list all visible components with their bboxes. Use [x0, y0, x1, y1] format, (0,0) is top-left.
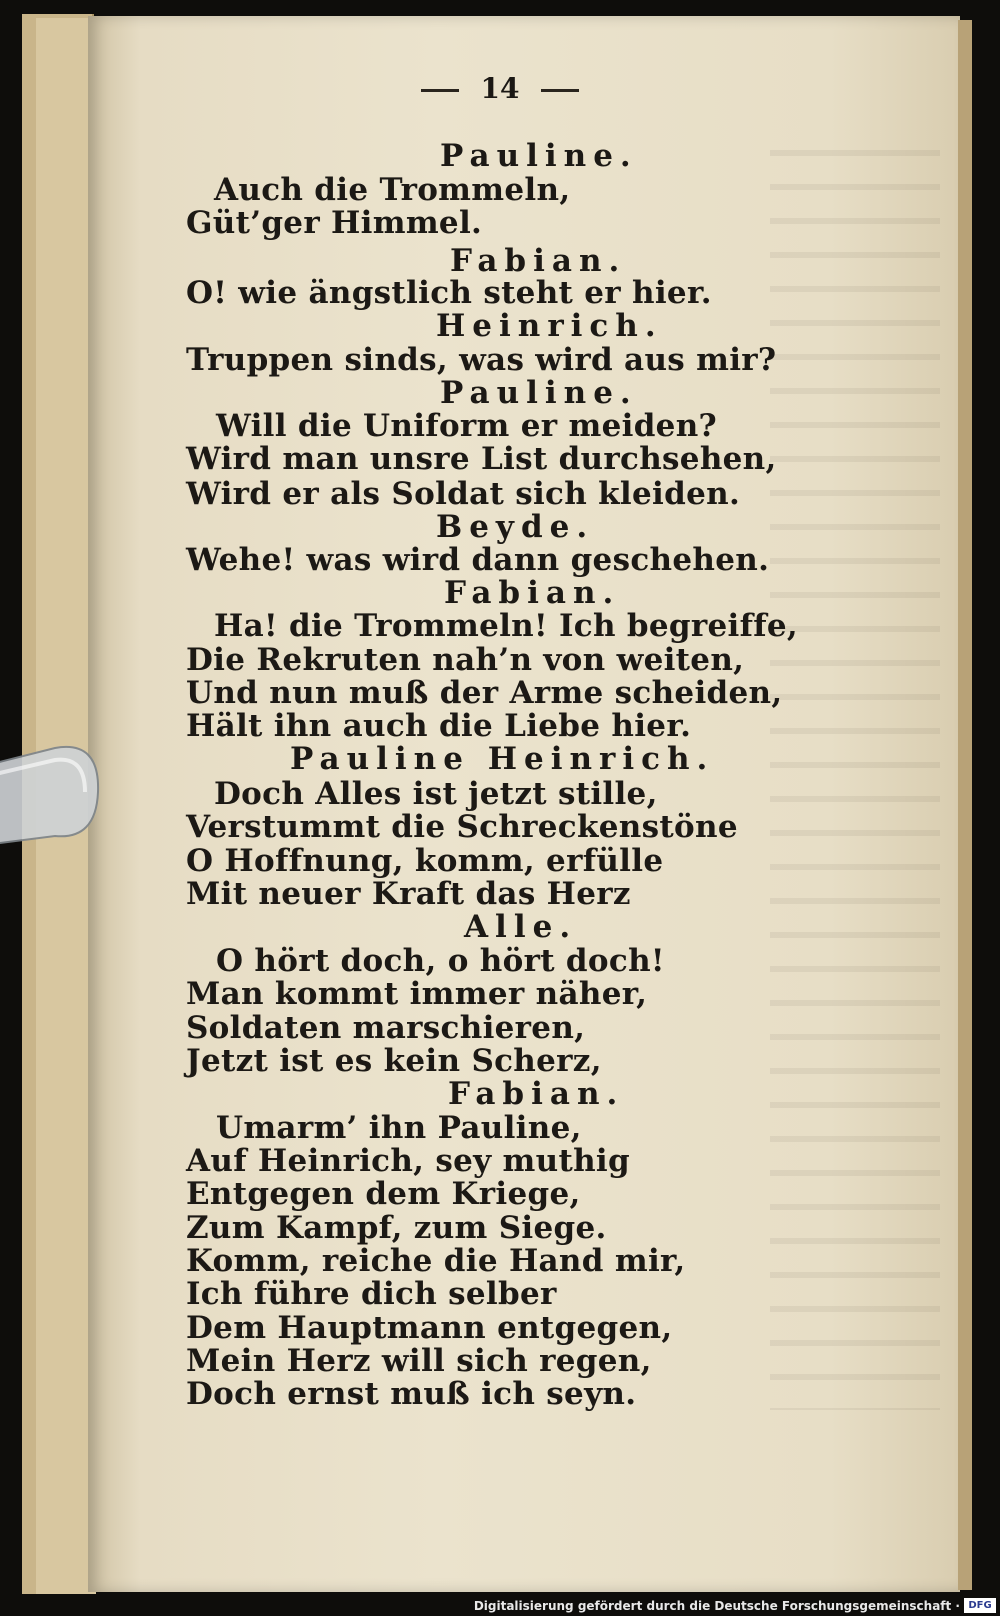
verse-line: Güt’ger Himmel.	[186, 205, 483, 241]
verse-line: Man kommt immer näher,	[186, 976, 648, 1012]
verse-line: Hält ihn auch die Liebe hier.	[186, 708, 692, 744]
page-right-edge	[958, 20, 972, 1590]
verse-line: Entgegen dem Kriege,	[186, 1176, 581, 1212]
speaker-name: Fabian.	[444, 575, 621, 611]
verse-line: Doch Alles ist jetzt stille,	[214, 776, 658, 812]
verse-line: Will die Uniform er meiden?	[216, 408, 717, 444]
verse-line: Dem Hauptmann entgegen,	[186, 1310, 673, 1346]
verse-line: Wehe! was wird dann geschehen.	[186, 542, 770, 578]
verse-line: Ha! die Trommeln! Ich begreiffe,	[214, 608, 799, 644]
verse-line: Jetzt ist es kein Scherz,	[186, 1043, 602, 1079]
verse-line: Verstummt die Schreckenstöne	[186, 809, 738, 845]
verse-line: Und nun muß der Arme scheiden,	[186, 675, 783, 711]
verse-line: Auf Heinrich, sey muthig	[186, 1143, 630, 1179]
verse-line: Komm, reiche die Hand mir,	[186, 1243, 686, 1279]
speaker-name: Pauline Heinrich.	[290, 741, 715, 777]
verse-line: Mit neuer Kraft das Herz	[186, 876, 631, 912]
header-dash-right	[541, 89, 579, 92]
verse-line: O hört doch, o hört doch!	[216, 943, 665, 979]
verse-line: Die Rekruten nah’n von weiten,	[186, 642, 745, 678]
footer-credit: Digitalisierung gefördert durch die Deutsche Forschungsgemeinschaft ·	[473, 1599, 960, 1613]
dfg-logo: DFG	[964, 1598, 996, 1613]
verse-line: Soldaten marschieren,	[186, 1010, 586, 1046]
verse-line: Zum Kampf, zum Siege.	[186, 1210, 607, 1246]
page-header	[0, 72, 1000, 105]
header-dash-left	[421, 89, 459, 92]
verse-line: Mein Herz will sich regen,	[186, 1343, 652, 1379]
speaker-name: Beyde.	[436, 509, 595, 545]
verse-line: O Hoffnung, komm, erfülle	[186, 843, 664, 879]
page-number: 14	[480, 72, 520, 105]
verse-line: Wird er als Soldat sich kleiden.	[186, 476, 741, 512]
verse-line: Truppen sinds, was wird aus mir?	[186, 342, 777, 378]
verse-line: Wird man unsre List durchsehen,	[186, 441, 777, 477]
footer-bar	[0, 1594, 1000, 1616]
speaker-name: Alle.	[464, 909, 578, 945]
verse-line: Doch ernst muß ich seyn.	[186, 1376, 637, 1412]
page-clip-icon	[0, 740, 140, 860]
speaker-name: Pauline.	[440, 375, 638, 411]
verse-line: Umarm’ ihn Pauline,	[216, 1110, 582, 1146]
speaker-name: Heinrich.	[436, 308, 663, 344]
bleed-through	[770, 150, 940, 1410]
verse-line: Ich führe dich selber	[186, 1276, 557, 1312]
speaker-name: Pauline.	[440, 138, 638, 174]
speaker-name: Fabian.	[448, 1076, 625, 1112]
verse-line: Auch die Trommeln,	[214, 172, 571, 208]
verse-line: O! wie ängstlich steht er hier.	[186, 275, 712, 311]
speaker-name: Fabian.	[450, 243, 627, 279]
